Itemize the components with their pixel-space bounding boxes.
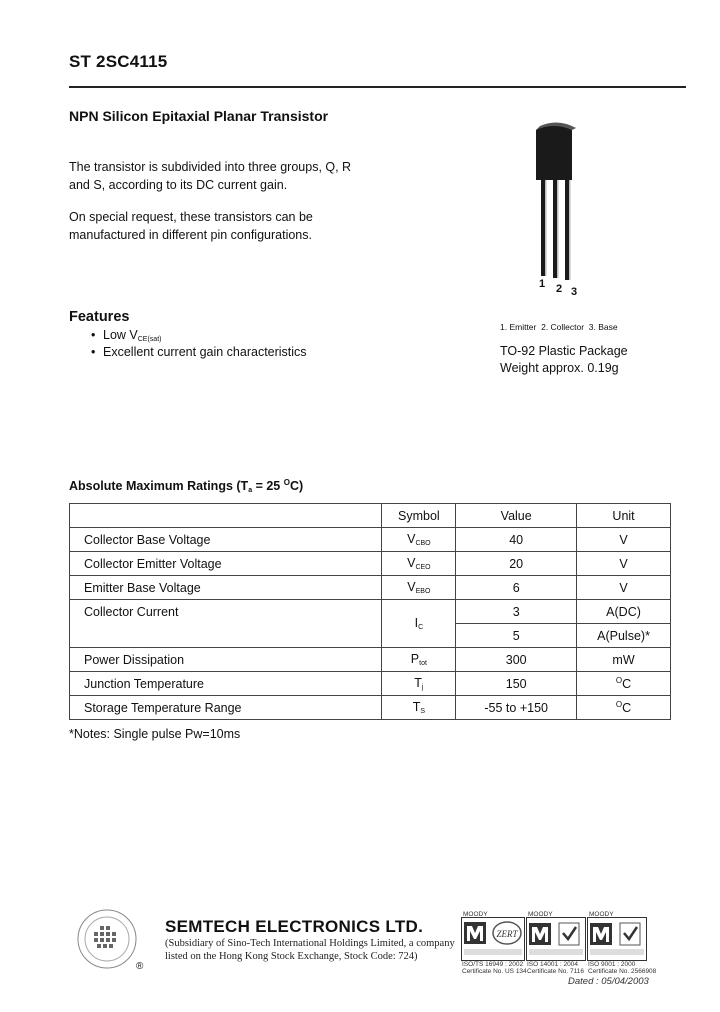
- table-row: [70, 600, 671, 624]
- table-header-row: [70, 504, 671, 528]
- pin-1-lead-icon: [541, 180, 545, 276]
- cert-number: Certificate No. 2566908: [588, 968, 657, 975]
- cert-brand: MOODY: [463, 911, 488, 918]
- row-unit: [577, 672, 671, 696]
- feature-text: Low V: [103, 328, 138, 342]
- symbol-text: V: [407, 556, 416, 570]
- row-unit: V: [577, 576, 671, 600]
- table-notes: *Notes: Single pulse Pw=10ms: [69, 727, 241, 741]
- pin-number-3: 3: [571, 286, 578, 298]
- pin-2-lead-icon: [553, 180, 557, 278]
- cert-standard: ISO 14001 : 2004: [527, 961, 578, 968]
- package-type: TO-92 Plastic Package: [500, 344, 628, 358]
- cert-brand: MOODY: [589, 911, 614, 918]
- description-line: and S, according to its DC current gain.: [69, 178, 288, 192]
- semtech-seal-icon: [76, 908, 138, 970]
- table-row: [70, 696, 671, 720]
- row-unit: A(DC): [577, 600, 671, 624]
- row-symbol: [382, 696, 456, 720]
- row-value: 20: [456, 552, 577, 576]
- symbol-sub: C: [418, 624, 424, 631]
- symbol-sub: S: [420, 708, 426, 715]
- company-name: SEMTECH ELECTRONICS LTD.: [165, 917, 424, 936]
- symbol-sub: CBO: [415, 540, 431, 547]
- cert-caption: [462, 961, 527, 975]
- datasheet-subtitle: NPN Silicon Epitaxial Planar Transistor: [69, 108, 329, 124]
- description-paragraph-2: [69, 208, 313, 244]
- row-unit: A(Pulse)*: [577, 624, 671, 648]
- unit-text: C: [622, 677, 632, 691]
- description-line: On special request, these transistors can be: [69, 210, 313, 224]
- registered-mark: ®: [136, 961, 144, 972]
- company-subsidiary-line: listed on the Hong Kong Stock Exchange, Stock Code: 724): [165, 951, 418, 962]
- feature-item: [91, 345, 307, 359]
- row-unit: [577, 696, 671, 720]
- feature-item: [91, 328, 161, 343]
- row-symbol: [382, 648, 456, 672]
- datasheet-title: ST 2SC4115: [69, 52, 168, 71]
- row-symbol: [382, 672, 456, 696]
- table-row: [70, 648, 671, 672]
- symbol-sub: tot: [419, 660, 427, 667]
- pin-legend: 1. Emitter 2. Collector 3. Base: [500, 322, 618, 332]
- unit-text: C: [622, 701, 632, 715]
- table-row: [70, 672, 671, 696]
- row-symbol: [382, 600, 456, 648]
- symbol-sub: EBO: [415, 588, 431, 595]
- dated-stamp: Dated : 05/04/2003: [568, 976, 649, 987]
- degree-symbol: O: [615, 676, 623, 685]
- bullet-icon: •: [91, 328, 96, 342]
- ratings-heading-text: = 25: [252, 479, 284, 493]
- row-symbol: [382, 552, 456, 576]
- table-row: [70, 576, 671, 600]
- symbol-text: V: [407, 532, 416, 546]
- description-line: The transistor is subdivided into three groups, Q, R: [69, 160, 352, 174]
- symbol-sub: j: [421, 684, 424, 691]
- row-unit: V: [577, 528, 671, 552]
- pin-number-2: 2: [556, 283, 563, 295]
- symbol-sub: CEO: [415, 564, 431, 571]
- header-symbol: Symbol: [382, 504, 456, 528]
- header-value: Value: [456, 504, 577, 528]
- row-value: 300: [456, 648, 577, 672]
- row-value: -55 to +150: [456, 696, 577, 720]
- cert-brand: MOODY: [528, 911, 553, 918]
- pin-3-lead-icon: [565, 180, 569, 280]
- cert-caption: [588, 961, 656, 975]
- row-parameter: Collector Emitter Voltage: [70, 552, 382, 576]
- ratings-heading-text: C): [289, 479, 304, 493]
- features-heading: Features: [69, 309, 130, 325]
- cert-caption: [527, 961, 584, 975]
- row-symbol: [382, 528, 456, 552]
- moody-iso-ts-cert-icon: [461, 917, 525, 961]
- symbol-text: T: [414, 676, 422, 690]
- cert-number: Certificate No. 7116: [527, 968, 584, 975]
- row-value: 3: [456, 600, 577, 624]
- moody-iso-9001-cert-icon: [587, 917, 647, 961]
- table-row: [70, 528, 671, 552]
- symbol-text: P: [410, 652, 420, 666]
- ratings-heading: [69, 478, 303, 494]
- row-parameter: Collector Current: [70, 600, 382, 648]
- degree-symbol: O: [283, 478, 290, 487]
- row-value: 40: [456, 528, 577, 552]
- transistor-package-drawing: [528, 122, 588, 284]
- row-parameter: Collector Base Voltage: [70, 528, 382, 552]
- row-value: 5: [456, 624, 577, 648]
- moody-iso-14001-cert-icon: [526, 917, 586, 961]
- symbol-text: T: [412, 700, 421, 714]
- ratings-heading-text: Absolute Maximum Ratings (T: [69, 479, 249, 493]
- row-value: 150: [456, 672, 577, 696]
- cert-standard: ISO 9001 : 2000: [588, 961, 636, 968]
- cert-number: Certificate No. US 134: [462, 968, 527, 975]
- transistor-body-icon: [536, 125, 572, 180]
- header-unit: Unit: [577, 504, 671, 528]
- package-weight: Weight approx. 0.19g: [500, 361, 619, 375]
- row-parameter: Junction Temperature: [70, 672, 382, 696]
- description-paragraph-1: [69, 158, 351, 194]
- absolute-max-ratings-table: [69, 503, 671, 720]
- pin-number-1: 1: [539, 278, 546, 290]
- degree-symbol: O: [615, 700, 623, 709]
- row-parameter: Storage Temperature Range: [70, 696, 382, 720]
- table-row: [70, 552, 671, 576]
- symbol-text: I: [414, 616, 419, 630]
- row-parameter: Emitter Base Voltage: [70, 576, 382, 600]
- row-unit: mW: [577, 648, 671, 672]
- svg-text:ZERT: ZERT: [496, 929, 518, 939]
- description-line: manufactured in different pin configurations.: [69, 228, 312, 242]
- company-subsidiary-line: (Subsidiary of Sino-Tech International Holdings Limited, a company: [165, 938, 455, 949]
- cert-standard: ISO/TS 16949 : 2002: [462, 961, 524, 968]
- header-parameter: [70, 504, 382, 528]
- row-parameter: Power Dissipation: [70, 648, 382, 672]
- bullet-icon: •: [91, 345, 96, 359]
- ratings-heading-sub: a: [248, 487, 253, 494]
- row-symbol: [382, 576, 456, 600]
- feature-text: Excellent current gain characteristics: [103, 345, 307, 359]
- row-value: 6: [456, 576, 577, 600]
- symbol-text: V: [407, 580, 416, 594]
- feature-subscript: CE(sat): [137, 336, 162, 343]
- row-unit: V: [577, 552, 671, 576]
- header-divider: [69, 86, 686, 88]
